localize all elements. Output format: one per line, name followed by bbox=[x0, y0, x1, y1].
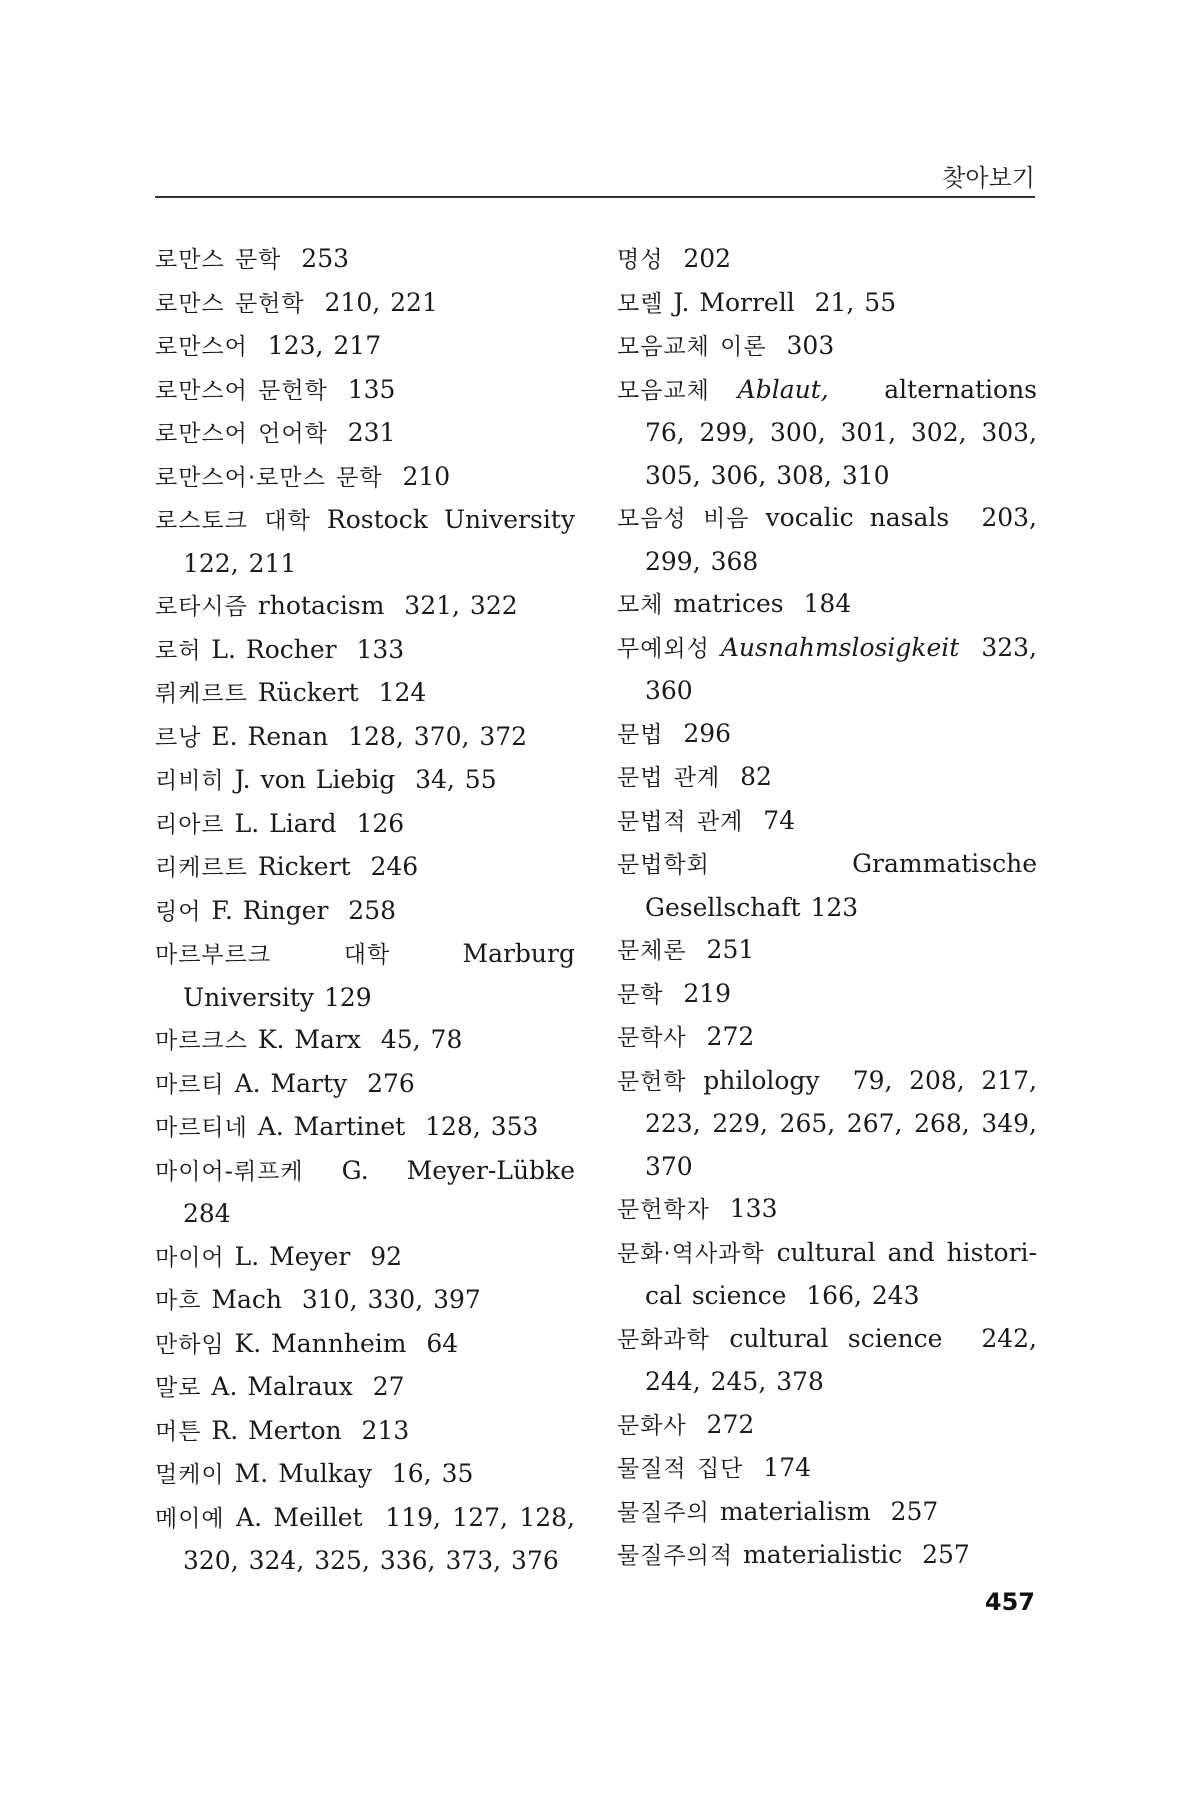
index-references: 272 bbox=[686, 1022, 755, 1051]
index-entry bbox=[617, 1016, 1037, 1060]
index-references: cultural science 242, 244, 245, 378 bbox=[645, 1323, 1047, 1396]
index-references: Grammatische Gesellschaft 123 bbox=[645, 849, 1047, 922]
index-term: 로만스어 언어학 bbox=[155, 421, 328, 447]
index-references: 133 bbox=[709, 1194, 778, 1223]
index-term: 르낭 bbox=[155, 724, 202, 751]
index-entry bbox=[617, 1318, 1047, 1404]
index-term: 링어 bbox=[155, 898, 202, 925]
index-references: Rückert 124 bbox=[247, 678, 427, 707]
index-references: cultural and histori-cal science 166, 243 bbox=[645, 1237, 1037, 1310]
index-term: 마이어-뤼프케 bbox=[155, 1158, 304, 1185]
index-entry bbox=[617, 843, 1047, 929]
index-term: 마르크스 bbox=[155, 1028, 248, 1054]
index-term: 로만스어·로만스 문학 bbox=[155, 464, 383, 491]
index-references: 219 bbox=[663, 978, 732, 1008]
index-entry bbox=[617, 1534, 1037, 1578]
index-term: 무예외성 bbox=[617, 635, 710, 662]
index-entry bbox=[155, 238, 575, 282]
index-references: matrices 184 bbox=[663, 589, 852, 618]
index-references: 210, 221 bbox=[304, 287, 438, 317]
index-entry bbox=[155, 890, 575, 934]
index-term: 로만스어 문헌학 bbox=[155, 377, 328, 404]
index-term: 마르티 bbox=[155, 1071, 225, 1098]
index-entry bbox=[617, 1404, 1037, 1448]
index-entry bbox=[617, 1188, 1037, 1232]
index-term: 문법 bbox=[617, 721, 664, 748]
index-entry bbox=[155, 499, 585, 585]
index-term: 문헌학자 bbox=[617, 1197, 710, 1223]
index-references: rhotacism 321, 322 bbox=[247, 591, 518, 620]
index-term: 문학 bbox=[617, 981, 664, 1008]
index-term: 말로 bbox=[155, 1375, 202, 1401]
index-references: A. Marty 276 bbox=[224, 1068, 415, 1098]
index-entry bbox=[617, 1447, 1037, 1491]
index-references: R. Merton 213 bbox=[201, 1415, 410, 1445]
index-entry bbox=[155, 1019, 575, 1063]
index-references: L. Meyer 92 bbox=[224, 1241, 403, 1271]
index-term: 모음성 비음 bbox=[617, 506, 750, 532]
index-term: 뤼케르트 bbox=[155, 681, 248, 707]
index-entry bbox=[155, 1063, 575, 1107]
index-entry bbox=[617, 627, 1047, 713]
index-references: materialistic 257 bbox=[733, 1540, 970, 1569]
index-entry bbox=[155, 412, 575, 456]
index-term: 문화·역사과학 bbox=[617, 1240, 765, 1267]
index-entry bbox=[155, 629, 575, 673]
index-entry bbox=[155, 325, 575, 369]
index-term: 명성 bbox=[617, 247, 664, 273]
index-entry bbox=[155, 1410, 575, 1454]
index-entry bbox=[617, 497, 1047, 583]
index-term: 모렐 bbox=[617, 290, 664, 317]
index-entry bbox=[617, 800, 1037, 844]
index-term: 마이어 bbox=[155, 1244, 225, 1271]
running-head: 찾아보기 bbox=[942, 164, 1035, 192]
index-references: J. von Liebig 34, 55 bbox=[224, 765, 497, 794]
page-number: 457 bbox=[984, 1588, 1035, 1616]
index-column-left bbox=[155, 238, 595, 1583]
index-references: alternations 76, 299, 300, 301, 302, 303, 305, 306, 308, 310 bbox=[645, 374, 1057, 490]
index-references: 202 bbox=[663, 244, 732, 273]
index-entry bbox=[155, 672, 575, 716]
index-references: E. Renan 128, 370, 372 bbox=[201, 721, 528, 751]
index-term: 로만스 문학 bbox=[155, 247, 282, 273]
index-references: J. Morrell 21, 55 bbox=[663, 287, 897, 317]
index-entry bbox=[617, 713, 1037, 757]
index-entry bbox=[155, 933, 585, 1019]
index-entry bbox=[155, 1150, 595, 1236]
index-term: 멀케이 bbox=[155, 1462, 225, 1488]
index-entry bbox=[155, 1366, 575, 1410]
index-column-right bbox=[617, 238, 1057, 1578]
index-entry bbox=[155, 282, 575, 326]
index-entry bbox=[155, 456, 575, 500]
index-entry bbox=[155, 1279, 575, 1323]
index-term: 마르티네 bbox=[155, 1115, 248, 1141]
index-references: 272 bbox=[686, 1409, 755, 1439]
index-entry bbox=[155, 369, 575, 413]
index-entry bbox=[617, 282, 1037, 326]
index-references: 323, 360 bbox=[645, 632, 1047, 705]
index-entry bbox=[155, 1323, 575, 1367]
index-term: 물질적 집단 bbox=[617, 1456, 744, 1482]
index-entry bbox=[155, 1106, 575, 1150]
index-entry bbox=[155, 759, 575, 803]
index-term: 마흐 bbox=[155, 1288, 202, 1314]
index-references: 123, 217 bbox=[247, 331, 382, 360]
index-references: 231 bbox=[327, 418, 396, 447]
index-references: Rostock University 122, 211 bbox=[183, 505, 585, 578]
index-references: Marburg University 129 bbox=[183, 939, 585, 1012]
index-references: G. Meyer-Lübke 284 bbox=[183, 1155, 595, 1228]
index-entry bbox=[617, 583, 1037, 627]
index-entry bbox=[617, 369, 1057, 498]
index-references: K. Mannheim 64 bbox=[224, 1328, 459, 1358]
index-references: vocalic nasals 203, 299, 368 bbox=[645, 503, 1047, 576]
index-entry bbox=[617, 1060, 1047, 1189]
index-term: 리케르트 bbox=[155, 855, 248, 881]
index-references: Rickert 246 bbox=[247, 852, 419, 881]
index-term: 문법 관계 bbox=[617, 765, 721, 791]
index-term: 로만스어 bbox=[155, 334, 248, 360]
index-references: 135 bbox=[327, 374, 396, 404]
index-references: 82 bbox=[720, 762, 772, 791]
index-term: 로만스 문헌학 bbox=[155, 290, 305, 317]
index-term: 문화사 bbox=[617, 1412, 687, 1439]
index-term: 물질주의 bbox=[617, 1499, 710, 1526]
index-references: 296 bbox=[663, 718, 732, 748]
index-term: 모체 bbox=[617, 592, 664, 618]
index-entry bbox=[155, 1497, 585, 1583]
index-references: A. Malraux 27 bbox=[201, 1372, 405, 1401]
index-references: K. Marx 45, 78 bbox=[247, 1025, 463, 1054]
header-rule bbox=[155, 196, 1035, 198]
index-term: 로스토크 대학 bbox=[155, 508, 311, 534]
index-term: 머튼 bbox=[155, 1418, 202, 1445]
index-references: L. Rocher 133 bbox=[201, 634, 405, 664]
index-term: 모음교체 bbox=[617, 377, 710, 404]
index-entry bbox=[155, 803, 575, 847]
index-term: 문체론 bbox=[617, 938, 687, 964]
index-entry bbox=[155, 716, 575, 760]
index-term: 마르부르크 대학 bbox=[155, 942, 391, 968]
index-term: 로허 bbox=[155, 637, 202, 664]
index-references: 210 bbox=[382, 461, 451, 491]
index-entry bbox=[617, 973, 1037, 1017]
index-entry bbox=[155, 1453, 575, 1497]
index-term: 리비히 bbox=[155, 768, 225, 794]
index-entry bbox=[617, 325, 1037, 369]
index-entry bbox=[617, 1232, 1037, 1318]
index-term: 문화과학 bbox=[617, 1326, 710, 1353]
index-references: F. Ringer 258 bbox=[201, 895, 397, 925]
index-term: 리아르 bbox=[155, 811, 225, 838]
index-entry bbox=[155, 846, 575, 890]
index-term: 메이예 bbox=[155, 1505, 225, 1532]
index-entry bbox=[617, 1491, 1037, 1535]
index-term-italic: Ausnahmslosigkeit bbox=[709, 632, 960, 662]
index-entry bbox=[617, 238, 1037, 282]
index-references: materialism 257 bbox=[709, 1496, 939, 1526]
index-entry bbox=[155, 1236, 575, 1280]
index-entry bbox=[617, 756, 1037, 800]
index-term: 문학사 bbox=[617, 1025, 687, 1051]
index-references: 74 bbox=[743, 805, 796, 835]
index-term: 만하임 bbox=[155, 1331, 225, 1358]
index-term: 문법학회 bbox=[617, 852, 710, 878]
index-references: L. Liard 126 bbox=[224, 808, 405, 838]
index-references: 174 bbox=[743, 1453, 812, 1482]
index-term: 물질주의적 bbox=[617, 1543, 734, 1569]
index-term-italic: Ablaut, bbox=[709, 374, 829, 404]
index-references: 253 bbox=[281, 244, 350, 273]
index-references: A. Martinet 128, 353 bbox=[247, 1112, 539, 1141]
index-term: 로타시즘 bbox=[155, 594, 248, 620]
index-term: 모음교체 이론 bbox=[617, 334, 767, 360]
index-entry bbox=[617, 929, 1037, 973]
index-references: Mach 310, 330, 397 bbox=[201, 1285, 481, 1314]
index-references: M. Mulkay 16, 35 bbox=[224, 1459, 474, 1488]
index-references: 251 bbox=[686, 935, 755, 964]
index-term: 문헌학 bbox=[617, 1068, 687, 1095]
index-references: 303 bbox=[766, 331, 835, 360]
index-entry bbox=[155, 585, 575, 629]
index-references: philology 79, 208, 217, 223, 229, 265, 267, 268, 349, 370 bbox=[645, 1065, 1047, 1181]
index-term: 문법적 관계 bbox=[617, 808, 744, 835]
index-references: A. Meillet 119, 127, 128, 320, 324, 325, 336, 373, 376 bbox=[183, 1502, 585, 1575]
